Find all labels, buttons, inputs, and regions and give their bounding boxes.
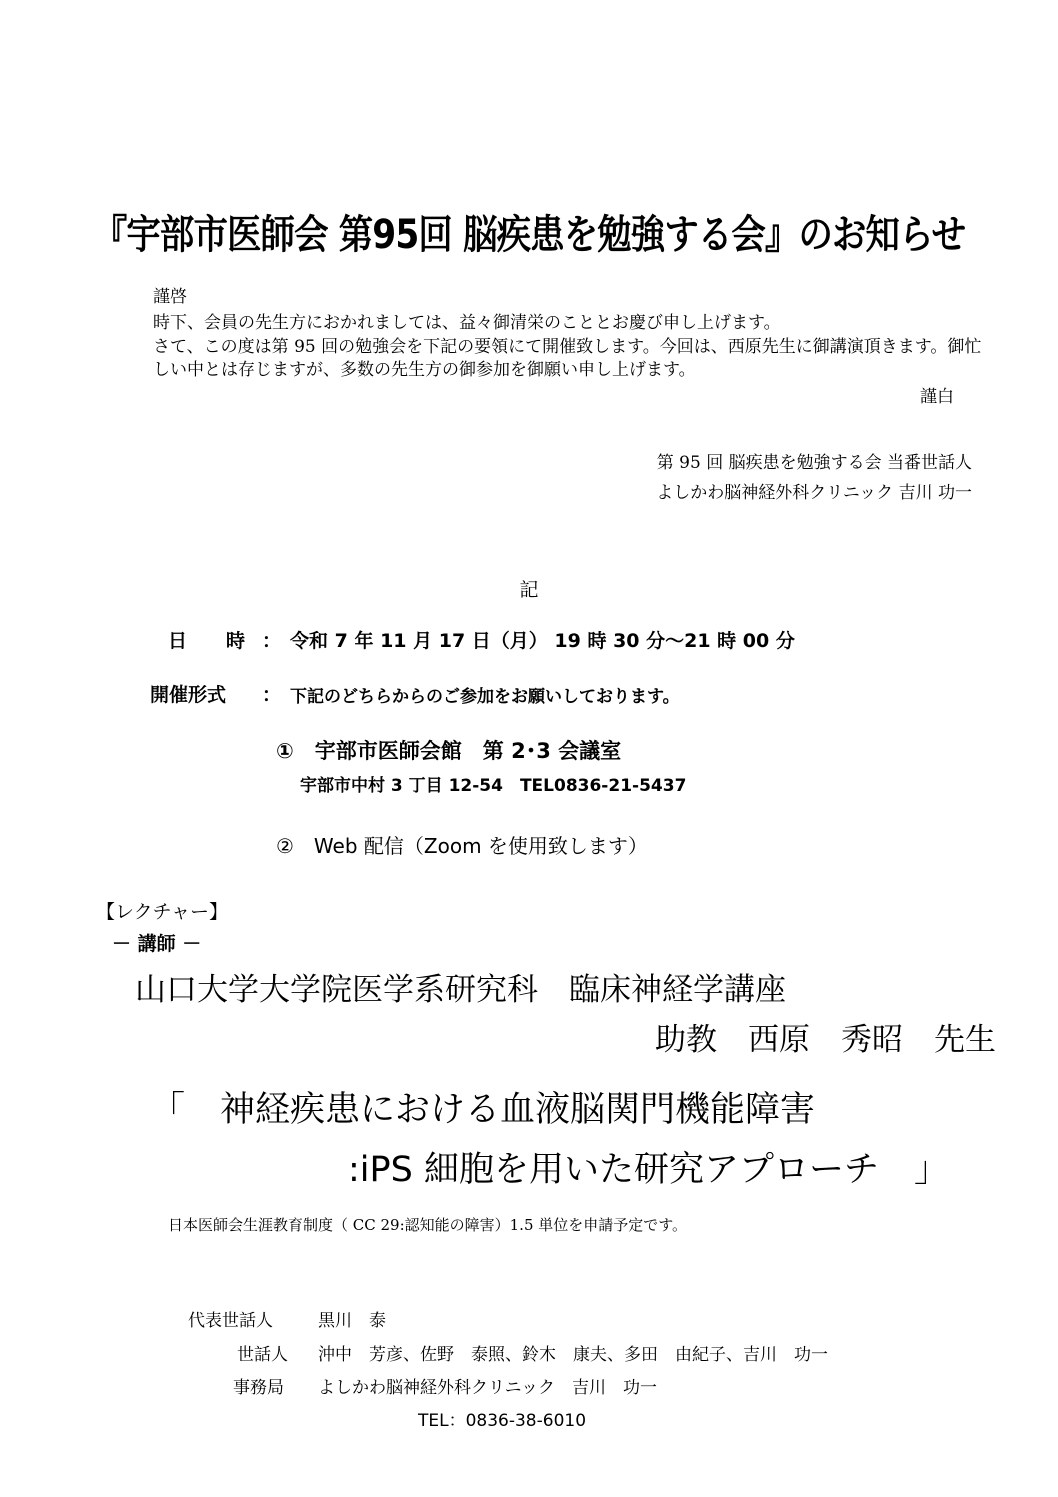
signature-organizer: 第 95 回 脳疾患を勉強する会 当番世話人 — [656, 453, 972, 473]
closing: 謹白 — [920, 387, 954, 407]
option-web: ② Web 配信（Zoom を使用致します） — [276, 834, 648, 858]
office-label: 事務局 — [233, 1378, 284, 1398]
speaker-name: 助教 西原 秀昭 先生 — [655, 1022, 996, 1058]
greeting: 謹啓 — [153, 287, 187, 307]
office-name: よしかわ脳神経外科クリニック 吉川 功一 — [318, 1378, 657, 1398]
topic-line-1: 「 神経疾患における血液脳関門機能障害 — [150, 1090, 816, 1130]
ki-mark: 記 — [519, 579, 539, 601]
speaker-affiliation: 山口大学大学院医学系研究科 臨床神経学講座 — [135, 972, 786, 1008]
datetime-value: 令和 7 年 11 月 17 日（月） 19 時 30 分～21 時 00 分 — [290, 630, 795, 652]
members-list: 沖中 芳彦、佐野 泰照、鈴木 康夫、多田 由紀子、吉川 功一 — [318, 1345, 828, 1365]
credit-note: 日本医師会生涯教育制度（ CC 29:認知能の障害）1.5 単位を申請予定です。 — [168, 1216, 688, 1234]
signature-clinic: よしかわ脳神経外科クリニック 吉川 功一 — [656, 483, 972, 503]
rep-label: 代表世話人 — [188, 1311, 273, 1331]
speaker-label: － 講師 － — [112, 933, 202, 955]
letter-line-2: さて、この度は第 95 回の勉強会を下記の要領にて開催致します。今回は、西原先生に御講演頂きます。御忙しい中とは存じますが、多数の先生方の御参加を御願い申し上げます。 — [153, 337, 982, 380]
page-title: 『宇部市医師会 第95回 脳疾患を勉強する会』のお知らせ — [92, 212, 966, 258]
format-label: 開催形式 — [150, 684, 227, 706]
letter-line-1: 時下、会員の先生方におかれましては、益々御清栄のこととお慶び申し上げます。 — [153, 313, 781, 333]
office-tel: TEL：0836-38-6010 — [418, 1411, 587, 1431]
datetime-colon: ： — [262, 630, 282, 652]
datetime-label: 日 時 — [168, 630, 256, 652]
rep-name: 黒川 泰 — [318, 1311, 386, 1331]
option-venue: ① 宇部市医師会館 第 2･3 会議室 — [276, 739, 622, 763]
format-colon: ： — [262, 684, 282, 706]
lecture-heading: 【レクチャー】 — [96, 901, 229, 923]
members-label: 世話人 — [237, 1345, 288, 1365]
venue-address: 宇部市中村 3 丁目 12-54 TEL0836-21-5437 — [300, 776, 687, 796]
format-value: 下記のどちらからのご参加をお願いしております。 — [290, 687, 680, 707]
topic-line-2: :iPS 細胞を用いた研究アプローチ 」 — [348, 1150, 949, 1190]
